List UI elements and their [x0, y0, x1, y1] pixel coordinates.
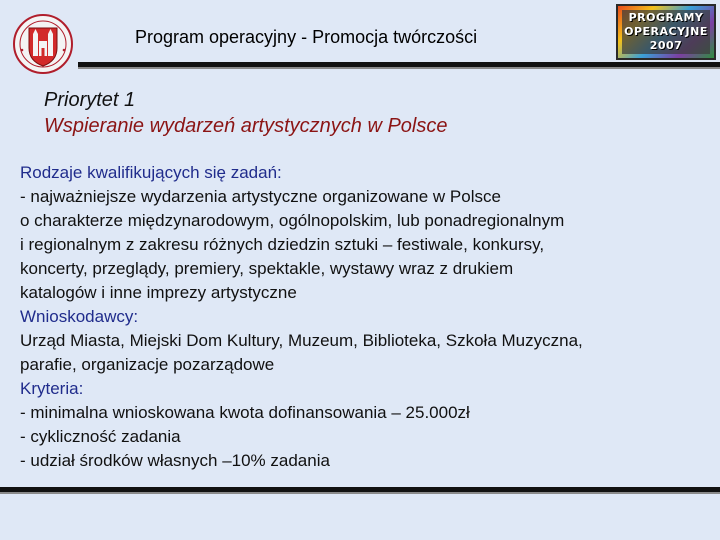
body-line: parafie, organizacje pozarządowe	[20, 355, 275, 374]
section-heading-task-types: Rodzaje kwalifikujących się zadań:	[20, 163, 282, 182]
body-line: - minimalna wnioskowana kwota dofinansowania – 25.000zł	[20, 403, 470, 422]
logo-line-2: OPERACYJNE	[624, 25, 708, 38]
body-line: - cykliczność zadania	[20, 427, 181, 446]
body-line: - najważniejsze wydarzenia artystyczne organizowane w Polsce	[20, 187, 501, 206]
header-divider-shadow	[78, 67, 720, 69]
logo-line-3: 2007	[649, 39, 683, 52]
body-line: - udział środków własnych –10% zadania	[20, 451, 330, 470]
coat-of-arms-icon	[12, 14, 74, 74]
section-heading-criteria: Kryteria:	[20, 379, 84, 398]
body-line: koncerty, przeglądy, premiery, spektakle, wystawy wraz z drukiem	[20, 259, 514, 278]
header-title: Program operacyjny - Promocja twórczości	[135, 27, 478, 47]
slide-body	[20, 161, 710, 473]
priority-number: Priorytet 1	[44, 89, 136, 111]
body-line: katalogów i inne imprezy artystyczne	[20, 283, 297, 302]
body-line: o charakterze międzynarodowym, ogólnopolskim, lub ponadregionalnym	[20, 211, 565, 230]
section-heading-applicants: Wnioskodawcy:	[20, 307, 139, 326]
logo-line-1: PROGRAMY	[628, 11, 704, 24]
programy-operacyjne-logo	[616, 4, 716, 60]
body-line: Urząd Miasta, Miejski Dom Kultury, Muzeum, Biblioteka, Szkoła Muzyczna,	[20, 331, 583, 350]
footer-divider-shadow	[0, 492, 720, 494]
body-line: i regionalnym z zakresu różnych dziedzin sztuki – festiwale, konkursy,	[20, 235, 545, 254]
priority-title: Wspieranie wydarzeń artystycznych w Polsce	[44, 115, 448, 137]
priority-block	[44, 87, 447, 139]
